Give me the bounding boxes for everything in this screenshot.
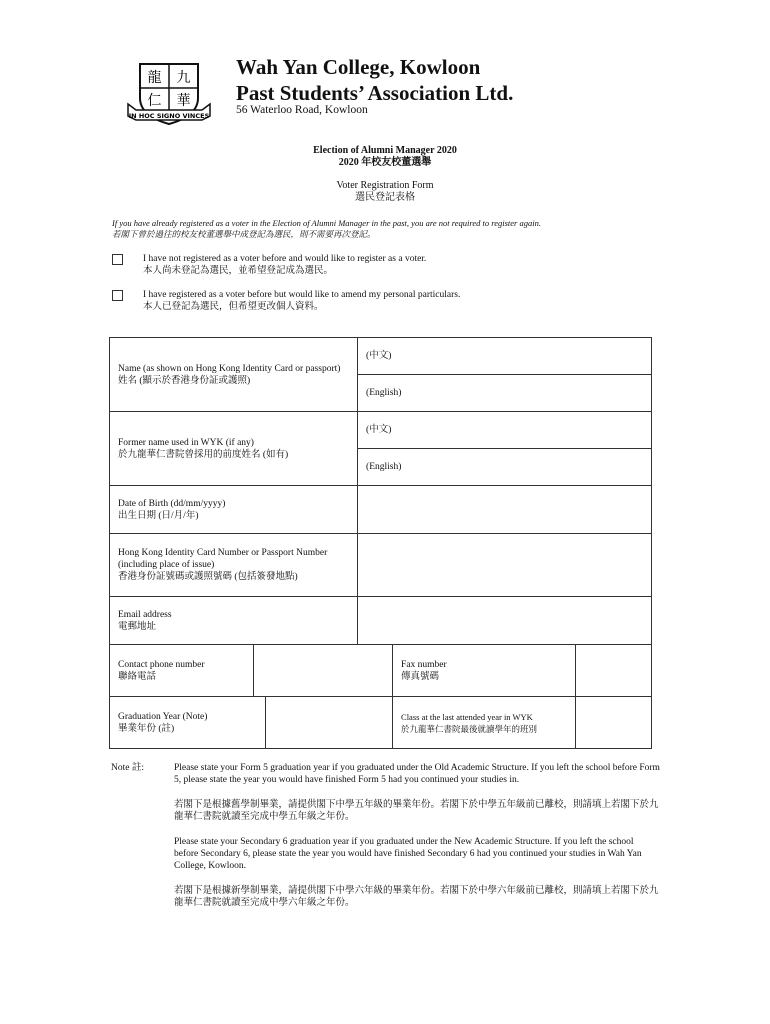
former-name-english-label: (English) bbox=[366, 462, 402, 472]
class-label-zh: 於九龍華仁書院最後就讀學年的班別 bbox=[401, 723, 538, 734]
phone-label-cell bbox=[110, 645, 254, 697]
note-p1-zh: 若閣下是根據舊學制畢業，請提供閣下中學五年級的畢業年份。若閣下於中學五年級前已離校，則請填上若閣下於九龍華仁書院就讀至完成中學五年級之年份。 bbox=[174, 800, 659, 822]
dob-label-en: Date of Birth (dd/mm/yyyy) bbox=[118, 498, 226, 509]
dob-label-zh: 出生日期 (日/月/年) bbox=[118, 510, 199, 521]
dob-label-cell bbox=[110, 486, 358, 534]
option-1-en: I have not registered as a voter before and would like to register as a voter. bbox=[143, 254, 427, 264]
grad-year-label-zh: 畢業年份 (註) bbox=[118, 723, 175, 734]
fax-field[interactable] bbox=[576, 645, 652, 697]
name-label-cell bbox=[110, 338, 358, 412]
name-chinese-label: (中文) bbox=[366, 351, 392, 361]
name-chinese-field[interactable] bbox=[358, 338, 652, 375]
dob-field[interactable] bbox=[358, 486, 652, 534]
intro-zh: 若閣下曾於過往的校友校董選舉中成登記為選民，則不需要再次登記。 bbox=[112, 229, 376, 239]
former-name-label-cell bbox=[110, 412, 358, 486]
note-p2-en: Please state your Secondary 6 graduation year if you graduated under the New Academic Structure. If you left the school before Secondary 6, please state the year you would have finished Secondary 6 had you continued your studies in Wah Yan College, Kowloon. bbox=[174, 837, 642, 871]
note-label: Note 註: bbox=[111, 763, 144, 773]
name-label-en: Name (as shown on Hong Kong Identity Card or passport) bbox=[118, 363, 341, 374]
name-label-zh: 姓名 (顯示於香港身份証或護照) bbox=[118, 375, 251, 386]
email-label-cell bbox=[110, 597, 358, 645]
phone-label-zh: 聯絡電話 bbox=[118, 671, 157, 682]
fax-label-en: Fax number bbox=[401, 659, 447, 670]
form-title-zh: 選民登記表格 bbox=[355, 192, 415, 203]
hkid-label-en: Hong Kong Identity Card Number or Passport Number (including place of issue) bbox=[118, 548, 328, 570]
form-title bbox=[0, 180, 770, 204]
grad-year-field[interactable] bbox=[266, 697, 393, 749]
note-p1-en: Please state your Form 5 graduation year if you graduated under the Old Academic Structure. If you left the school before Form 5, please state the year you would have finished Form 5 had you continued your studies in. bbox=[174, 763, 660, 785]
election-title-en: Election of Alumni Manager 2020 bbox=[313, 145, 457, 156]
logo-motto: IN HOC SIGNO VINCES bbox=[128, 112, 210, 120]
name-english-field[interactable] bbox=[358, 375, 652, 412]
registration-form-table bbox=[109, 337, 652, 749]
grad-year-label-cell bbox=[110, 697, 266, 749]
former-name-label-en: Former name used in WYK (if any) bbox=[118, 437, 254, 448]
fax-label-cell bbox=[393, 645, 576, 697]
org-address: 56 Waterloo Road, Kowloon bbox=[236, 104, 368, 116]
former-name-chinese-field[interactable] bbox=[358, 412, 652, 449]
name-english-label: (English) bbox=[366, 388, 402, 398]
form-title-en: Voter Registration Form bbox=[336, 180, 434, 191]
option-2-zh: 本人已登記為選民，但希望更改個人資料。 bbox=[143, 302, 324, 312]
option-2-text bbox=[143, 289, 460, 313]
logo-char-3: 仁 bbox=[147, 93, 162, 109]
email-label-en: Email address bbox=[118, 609, 172, 620]
note-p2-zh: 若閣下是根據新學制畢業，請提供閣下中學六年級的畢業年份。若閣下於中學六年級前已離校，則請填上若閣下於九龍華仁書院就讀至完成中學六年級之年份。 bbox=[174, 886, 659, 908]
logo-char-4: 華 bbox=[176, 93, 191, 109]
option-1-zh: 本人尚未登記為選民，並希望登記成為選民。 bbox=[143, 266, 334, 276]
org-name-line2: Past Students’ Association Ltd. bbox=[236, 81, 514, 105]
fax-label-zh: 傳真號碼 bbox=[401, 671, 440, 682]
note-body bbox=[174, 762, 660, 909]
hkid-label-zh: 香港身份証號碼或護照號碼 (包括簽發地點) bbox=[118, 572, 298, 582]
logo-char-1: 龍 bbox=[147, 70, 162, 86]
option-1-text bbox=[143, 253, 426, 277]
org-name-line1: Wah Yan College, Kowloon bbox=[236, 55, 481, 79]
class-field[interactable] bbox=[576, 697, 652, 749]
class-label-cell bbox=[393, 697, 576, 749]
option-2-en: I have registered as a voter before but would like to amend my personal particulars. bbox=[143, 290, 461, 300]
email-field[interactable] bbox=[358, 597, 652, 645]
hkid-field[interactable] bbox=[358, 534, 652, 597]
former-name-label-zh: 於九龍華仁書院曾採用的前度姓名 (如有) bbox=[118, 449, 289, 460]
email-label-zh: 電郵地址 bbox=[118, 621, 157, 632]
grad-year-label-en: Graduation Year (Note) bbox=[118, 711, 208, 722]
election-title bbox=[0, 145, 770, 169]
option-1-checkbox[interactable] bbox=[112, 254, 123, 265]
election-title-zh: 2020 年校友校董選舉 bbox=[338, 157, 432, 168]
organization-name bbox=[236, 54, 513, 106]
former-name-chinese-label: (中文) bbox=[366, 425, 392, 435]
option-2-checkbox[interactable] bbox=[112, 290, 123, 301]
intro-text bbox=[112, 218, 541, 240]
phone-label-en: Contact phone number bbox=[118, 659, 205, 670]
class-label-en: Class at the last attended year in WYK bbox=[401, 711, 533, 722]
logo-char-2: 九 bbox=[176, 70, 191, 86]
hkid-label-cell bbox=[110, 534, 358, 597]
intro-en: If you have already registered as a voter in the Election of Alumni Manager in the past, you are not required to register again. bbox=[112, 218, 541, 228]
college-crest-logo bbox=[126, 58, 212, 128]
phone-field[interactable] bbox=[254, 645, 393, 697]
former-name-english-field[interactable] bbox=[358, 449, 652, 486]
